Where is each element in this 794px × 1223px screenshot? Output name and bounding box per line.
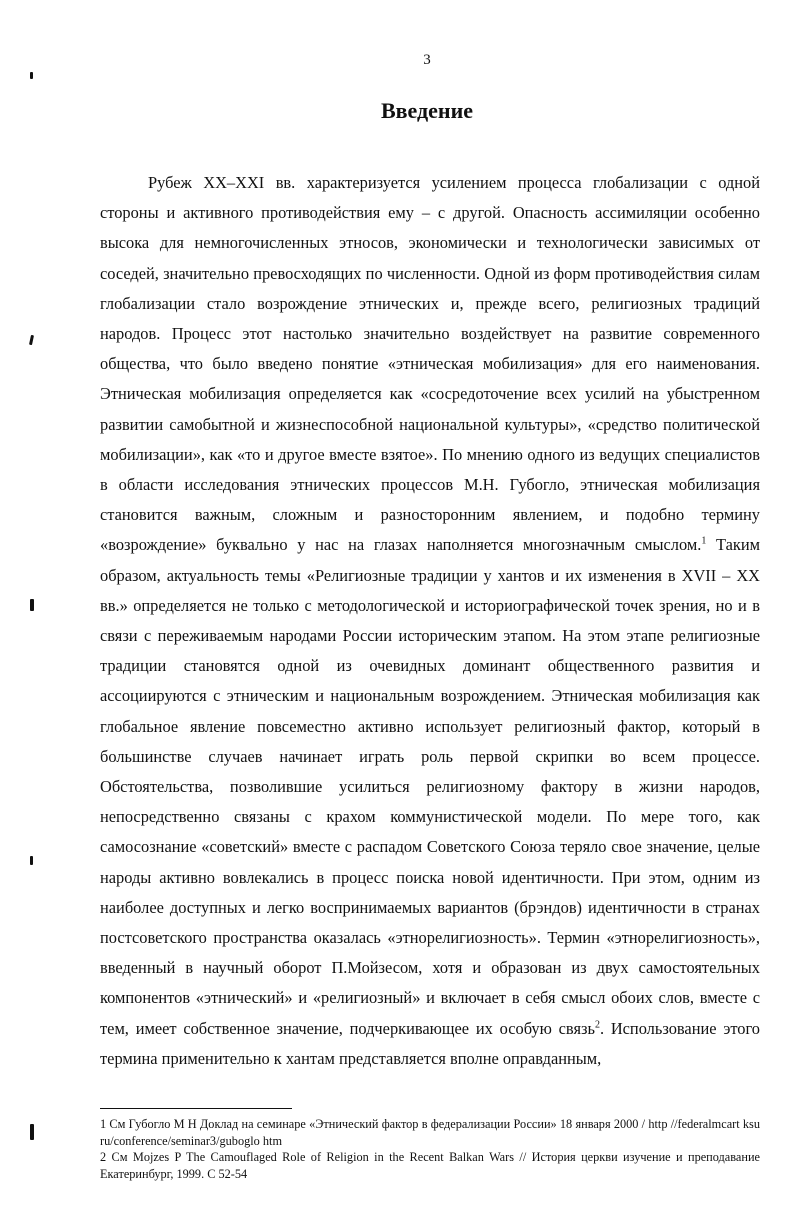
footnote-1: 1 См Губогло М Н Доклад на семинаре «Этнический фактор в федерализации России» 18 января 2000 / http //federalmcart ksu ru/conference/seminar3/guboglo htm xyxy=(100,1117,760,1148)
page-number: 3 xyxy=(423,52,431,68)
scan-margin-mark xyxy=(29,335,34,345)
footnote-ref-2[interactable]: 2 xyxy=(594,1019,600,1031)
scan-margin-mark xyxy=(30,856,33,865)
scan-margin-mark xyxy=(30,599,34,611)
scan-margin-mark xyxy=(30,1124,34,1140)
footnotes xyxy=(100,1116,760,1182)
body-text-part-1: Рубеж XX–XXI вв. характеризуется усилением процесса глобализации с одной стороны и активного противодействия ему – с другой. Опасность ассимиляции особенно высока для немногочисленных этносов, экономически и технологически зависимых от соседей, значительно превосходящих по численности. Одной из форм противодействия силам глобализации стало возрождение этнических и, прежде всего, религиозных традиций народов. Процесс этот настолько значительно воздействует на развитие современного общества, что было введено понятие «этническая мобилизация» для его наименования. Этническая мобилизация определяется как «сосредоточение всех усилий на убыстренном развитии самобытной и жизнеспособной национальной культуры», «средство политической мобилизации», как «то и другое вместе взятое». По мнению одного из ведущих специалистов в области исследования этнических процессов М.Н. Губогло, этническая мобилизация становится важным, сложным и разносторонним явлением, и подобно термину «возрождение» буквально у нас на глазах наполняется многозначным смыслом. xyxy=(100,173,760,555)
page-title: Введение xyxy=(380,98,474,123)
body-text-part-3: . Использование этого термина применительно к хантам представляется вполне оправданным, xyxy=(100,1018,761,1068)
footnote-2: 2 См Mojzes P The Camouflaged Role of Religion in the Recent Balkan Wars // История церкви изучение и преподавание Екатеринбург, 1999. С 52-54 xyxy=(100,1150,760,1181)
scan-margin-mark xyxy=(30,72,33,79)
body-text-part-2: Таким образом, актуальность темы «Религиозные традиции у хантов и их изменения в XVII – XX вв.» определяется не только с методологической и историографической точек зрения, но и в связи с переживаемым народами России историческим этапом. На этом этапе религиозные традиции становятся одной из очевидных доминант общественного развития и ассоциируются с этническим и национальным возрождением. Этническая мобилизация как глобальное явление повсеместно активно использует религиозный фактор, который в большинстве случаев начинает играть роль первой скрипки во всем процессе. Обстоятельства, позволившие усилиться религиозному фактору в жизни народов, непосредственно связаны с крахом коммунистической модели. По мере того, как самосознание «советский» вместе с распадом Советского Союза теряло свое значение, целые народы активно вовлекались в процесс поиска новой идентичности. При этом, одним из наиболее доступных и легко воспринимаемых вариантов (брэндов) идентичности в странах постсоветского пространства оказалась «этнорелигиозность». Термин «этнорелигиозность», введенный в научный оборот П.Мойзесом, хотя и образован из двух самостоятельных компонентов «этнический» и «религиозный» и включает в себя смысл обоих слов, вместе с тем, имеет собственное значение, подчеркивающее их особую связь xyxy=(100,535,760,1038)
footnote-ref-1[interactable]: 1 xyxy=(701,535,707,547)
body-paragraph xyxy=(100,168,760,1074)
footnote-separator xyxy=(100,1108,292,1109)
